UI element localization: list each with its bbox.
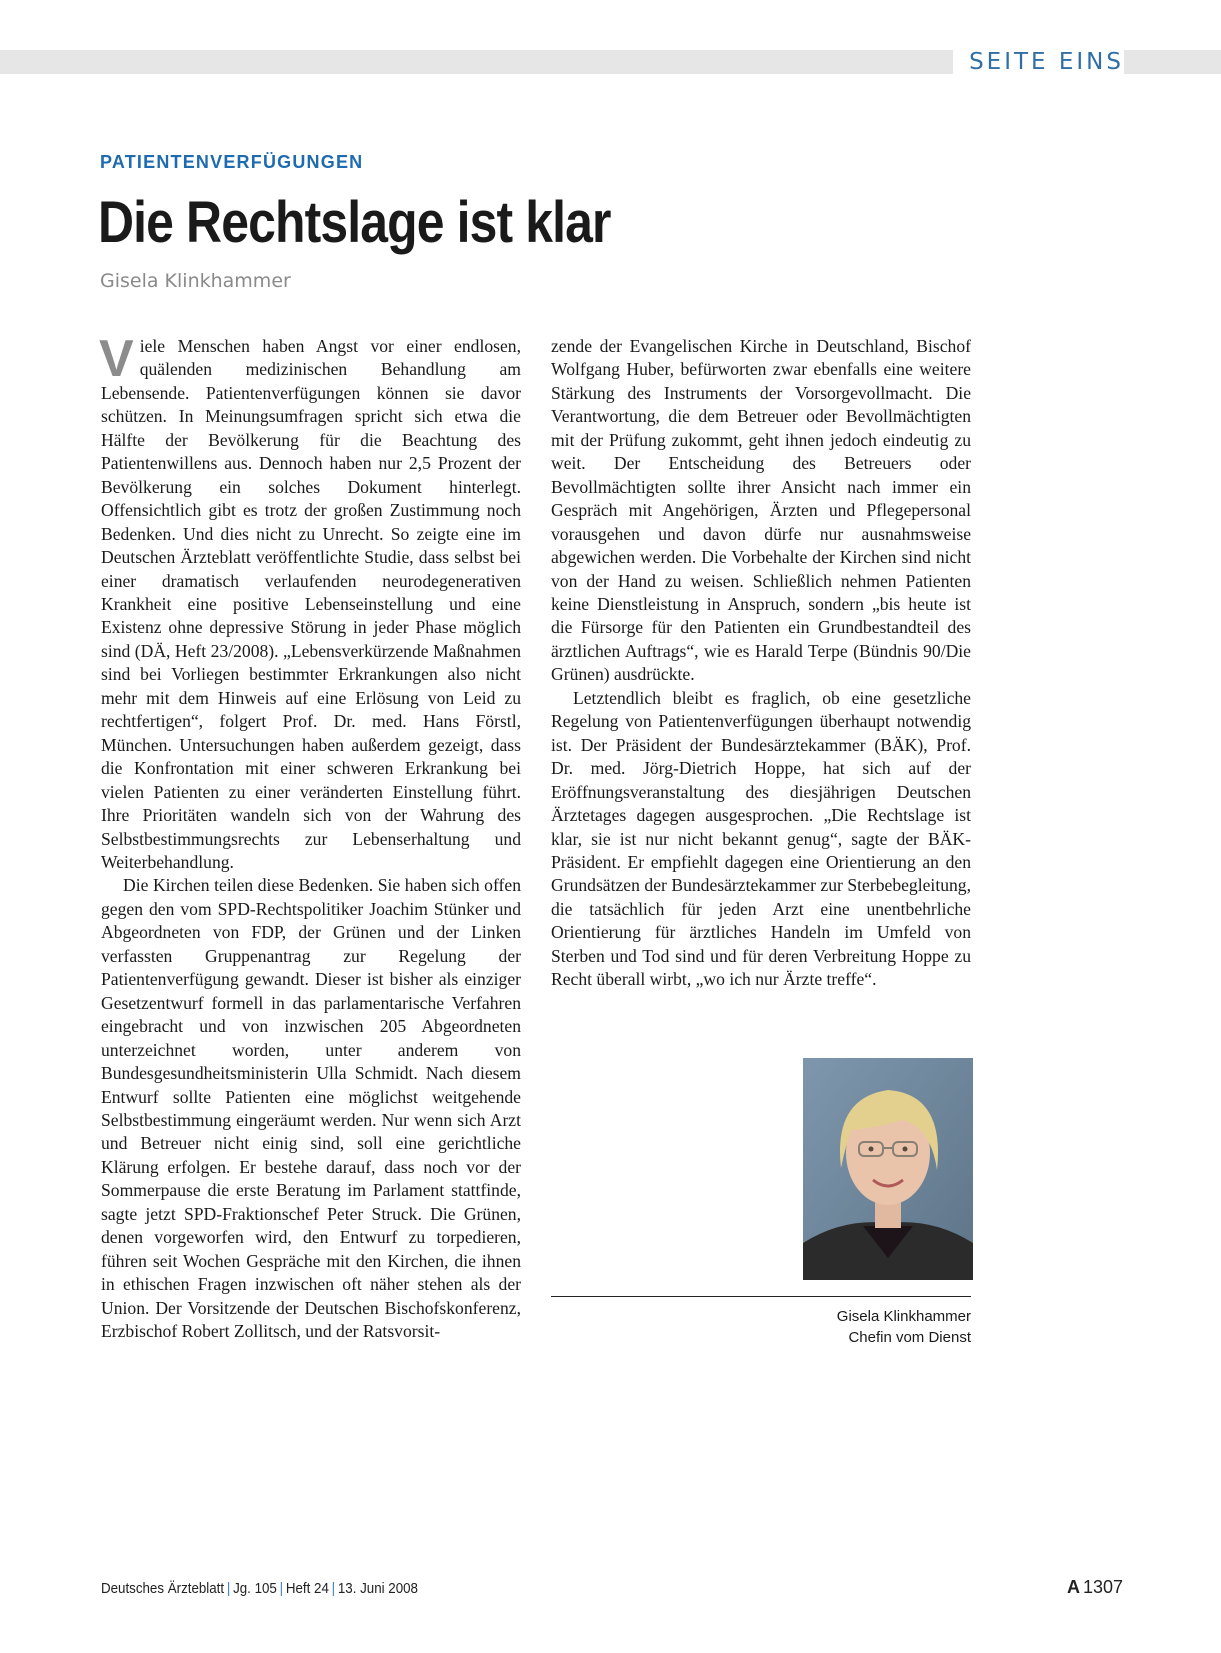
- caption-role: Chefin vom Dienst: [848, 1329, 971, 1346]
- paragraph: zende der Evangelischen Kirche in Deutschland, Bischof Wolfgang Huber, befürworten zwar ebenfalls eine weitere Stärkung des Instruments der Vorsorgevollmacht. Die Verantwortung, die dem Betreuer oder Bevollmächtigten mit der Prüfung zukommt, geht ihnen jedoch eindeutig zu weit. Der Entscheidung des Betreuers oder Bevollmächtigten sollte ihrer Ansicht nach immer ein Gespräch mit Angehörigen, Ärzten und Pflegepersonal vorausgehen und davon dürfe nur ausnahmsweise abgewichen werden. Die Vorbehalte der Kirchen sind nicht von der Hand zu weisen. Schließlich nehmen Patienten keine Dienstleistung in Anspruch, sondern „bis heute ist die Fürsorge für den Patienten ein Grundbestandteil des ärztlichen Auftrags“, wie es Harald Terpe (Bündnis 90/Die Grünen) ausdrückte.: [551, 336, 971, 685]
- footer-separator: |: [331, 1581, 336, 1597]
- section-label: SEITE EINS: [953, 46, 1124, 78]
- paragraph: Letztendlich bleibt es fraglich, ob eine gesetzliche Regelung von Patientenverfügungen überhaupt notwendig ist. Der Präsident der Bundesärztekammer (BÄK), Prof. Dr. med. Jörg-Dietrich Hoppe, hat sich auf der Eröffnungsveranstaltung des diesjährigen Deutschen Ärztetages dagegen ausgesprochen. „Die Rechtslage ist klar, sie ist nur nicht bekannt genug“, sagte der BÄK-Präsident. Er empfiehlt dagegen eine Orientierung an den Grundsätzen der Bundesärztekammer zur Sterbebegleitung, die tatsächlich für jeden Arzt eine unentbehrliche Orientierung für ärztliches Handeln im Umfeld von Sterben und Tod sind und für deren Verbreitung Hoppe zu Recht überall wirbt, „wo ich nur Ärzte treffe“.: [551, 687, 971, 990]
- drop-cap: V: [99, 330, 134, 388]
- caption-name: Gisela Klinkhammer: [836, 1308, 971, 1325]
- page-prefix: A: [1066, 1577, 1080, 1597]
- page-number-value: 1307: [1082, 1577, 1123, 1597]
- paragraph: [99, 330, 521, 874]
- page-footer: [101, 1581, 418, 1597]
- article-title: Die Rechtslage ist klar: [98, 190, 611, 255]
- author-portrait-photo: [803, 1058, 973, 1280]
- footer-separator: |: [279, 1581, 284, 1597]
- footer-separator: |: [226, 1581, 231, 1597]
- caption-divider: [551, 1296, 971, 1297]
- footer-volume: Jg. 105: [233, 1581, 277, 1597]
- paragraph-text: iele Menschen haben Angst vor einer endlosen, quälenden medizinischen Behandlung am Lebensende. Patientenverfügungen können sie davor schützen. In Meinungsumfragen spricht sich etwa die Hälfte der Bevölkerung für die Beachtung des Patientenwillens aus. Dennoch haben nur 2,5 Prozent der Bevölkerung ein solches Dokument hinterlegt. Offensichtlich gibt es trotz der großen Zustimmung noch Bedenken. Und dies nicht zu Unrecht. So zeigte eine im Deutschen Ärzteblatt veröffentlichte Studie, dass selbst bei einer dramatisch verlaufenden neurodegenerativen Krankheit eine positive Lebenseinstellung und eine Existenz ohne depressive Störung in jeder Phase möglich sind (DÄ, Heft 23/2008). „Lebensverkürzende Maßnahmen sind bei Vorliegen bestimmter Erkrankungen also nicht mehr mit dem Hinweis auf eine Erlösung von Leid zu rechtfertigen“, folgert Prof. Dr. med. Hans Förstl, München. Untersuchungen haben außerdem gezeigt, dass die Konfrontation mit einer schweren Erkrankung bei vielen Patienten zu einer veränderten Einstellung führt. Ihre Prioritäten wandeln sich von der Wahrung des Selbstbestimmungsrechts zur Lebenserhaltung und Weiterbehandlung.: [101, 336, 521, 872]
- paragraph: Die Kirchen teilen diese Bedenken. Sie haben sich offen gegen den vom SPD-Rechtspolitiker Joachim Stünker und Abgeordneten von FDP, der Grünen und der Linken verfassten Gruppenantrag zur Regelung der Patientenverfügung gewandt. Dieser ist bisher als einziger Gesetzentwurf formell in das parlamentarische Verfahren eingebracht und von inzwischen 205 Abgeordneten unterzeichnet worden, unter anderem von Bundesgesundheitsministerin Ulla Schmidt. Nach diesem Entwurf sollte Patienten eine möglichst weitgehende Selbstbestimmung eingeräumt werden. Nur wenn sich Arzt und Betreuer nicht einig sind, soll eine gerichtliche Klärung erfolgen. Er bestehe darauf, dass noch vor der Sommerpause die erste Beratung im Parlament stattfinde, sagte jetzt SPD-Fraktionschef Peter Struck. Die Grünen, denen vorgeworfen wird, den Entwurf zu torpedieren, führen seit Wochen Gespräche mit den Kirchen, die ihnen in ethischen Fragen inzwischen oft näher stehen als der Union. Der Vorsitzende der Deutschen Bischofskonferenz, Erzbischof Robert Zollitsch, und der Ratsvorsit-: [101, 875, 521, 1342]
- text-column-left: [99, 330, 521, 1343]
- page-number: [1067, 1577, 1123, 1598]
- footer-journal: Deutsches Ärzteblatt: [101, 1581, 225, 1597]
- photo-caption: [551, 1306, 971, 1348]
- article-kicker: PATIENTENVERFÜGUNGEN: [100, 152, 364, 172]
- article-author: Gisela Klinkhammer: [100, 270, 291, 292]
- text-column-right: [551, 335, 971, 992]
- footer-issue: Heft 24: [285, 1581, 329, 1597]
- footer-date: 13. Juni 2008: [337, 1581, 418, 1597]
